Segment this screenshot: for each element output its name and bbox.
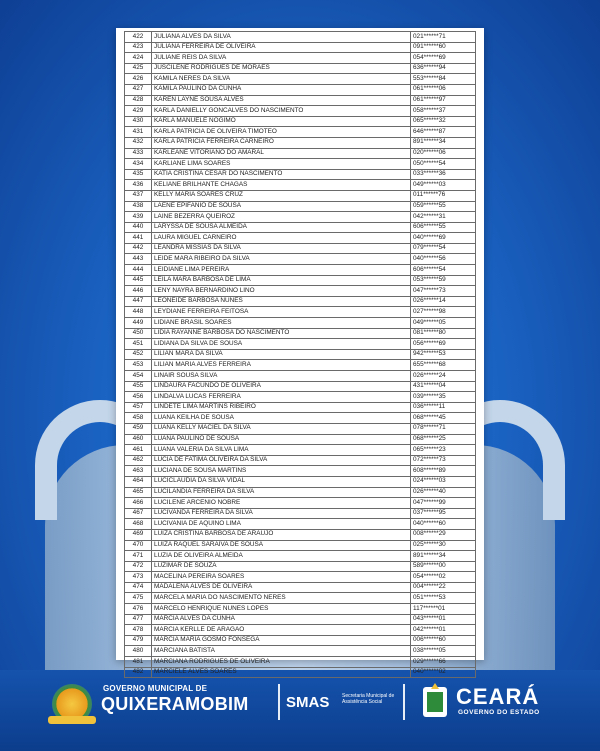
table-row (125, 169, 476, 180)
table-row (125, 572, 476, 583)
table-row (125, 254, 476, 265)
beneficiary-name: LIDIA RAYANNE BARBOSA DO NASCIMENTO (152, 328, 411, 339)
row-number: 446 (125, 286, 152, 297)
table-row (125, 498, 476, 509)
table-row (125, 625, 476, 636)
row-number: 436 (125, 180, 152, 191)
footer-divider (278, 684, 280, 720)
row-number: 482 (125, 667, 152, 678)
beneficiary-name: LEILA MARA BARBOSA DE LIMA (152, 275, 411, 286)
beneficiary-name: KARLEANE VITORIANO DO AMARAL (152, 148, 411, 159)
table-row (125, 148, 476, 159)
row-number: 432 (125, 137, 152, 148)
beneficiary-cpf: 036******11 (411, 402, 476, 413)
beneficiary-cpf: 047******73 (411, 286, 476, 297)
gov-name: QUIXERAMOBIM (101, 694, 249, 714)
beneficiary-name: LENY NAYRA BERNARDINO LINO (152, 286, 411, 297)
beneficiary-cpf: 037******95 (411, 508, 476, 519)
row-number: 425 (125, 63, 152, 74)
beneficiary-name: MADALENA ALVES DE OLIVEIRA (152, 582, 411, 593)
beneficiary-name: LUANA PAULINO DE SOUSA (152, 434, 411, 445)
table-row (125, 371, 476, 382)
row-number: 462 (125, 455, 152, 466)
beneficiary-name: KARLA MANUELE NOGIMO (152, 116, 411, 127)
beneficiary-cpf: 589******00 (411, 561, 476, 572)
table-row (125, 74, 476, 85)
footer-divider-2 (403, 684, 405, 720)
table-row (125, 476, 476, 487)
beneficiary-name: LUCIANA DE SOUSA MARTINS (152, 466, 411, 477)
beneficiary-cpf: 021******71 (411, 32, 476, 43)
table-row (125, 413, 476, 424)
table-row (125, 487, 476, 498)
table-row (125, 466, 476, 477)
beneficiary-cpf: 004******22 (411, 582, 476, 593)
beneficiary-cpf: 054******02 (411, 572, 476, 583)
beneficiary-name: MARCIA MARIA GOSMO FONSEGA (152, 635, 411, 646)
beneficiary-cpf: 040******60 (411, 519, 476, 530)
table-row (125, 42, 476, 53)
beneficiary-name: JUSCILENE RODRIGUES DE MORAES (152, 63, 411, 74)
beneficiary-cpf: 040******69 (411, 233, 476, 244)
beneficiary-cpf: 646******87 (411, 127, 476, 138)
beneficiary-cpf: 020******06 (411, 148, 476, 159)
beneficiary-cpf: 942******53 (411, 349, 476, 360)
table-row (125, 381, 476, 392)
beneficiary-cpf: 040******02 (411, 667, 476, 678)
beneficiary-cpf: 065******32 (411, 116, 476, 127)
beneficiary-cpf: 059******55 (411, 201, 476, 212)
row-number: 445 (125, 275, 152, 286)
table-row (125, 519, 476, 530)
row-number: 422 (125, 32, 152, 43)
beneficiary-name: LUCILANDIA FERREIRA DA SILVA (152, 487, 411, 498)
table-row (125, 646, 476, 657)
beneficiary-table (124, 31, 476, 678)
beneficiary-name: MARCELO HENRIQUE NUNES LOPES (152, 604, 411, 615)
smas-subtitle: Secretaria Municipal de Assistência Social (342, 693, 395, 705)
beneficiary-cpf: 056******69 (411, 339, 476, 350)
beneficiary-name: KARLA PATRICIA FERREIRA CARNEIRO (152, 137, 411, 148)
beneficiary-cpf: 026******24 (411, 371, 476, 382)
table-row (125, 561, 476, 572)
coat-of-arms-ribbon (48, 716, 96, 724)
table-row (125, 296, 476, 307)
beneficiary-name: LINAIR SOUSA SILVA (152, 371, 411, 382)
smas-logo: SMAS (286, 694, 330, 711)
beneficiary-cpf: 049******03 (411, 180, 476, 191)
row-number: 431 (125, 127, 152, 138)
row-number: 477 (125, 614, 152, 625)
beneficiary-name: JULIANE REIS DA SILVA (152, 53, 411, 64)
table-row (125, 159, 476, 170)
beneficiary-cpf: 008******29 (411, 529, 476, 540)
table-row (125, 582, 476, 593)
beneficiary-cpf: 078******71 (411, 423, 476, 434)
beneficiary-name: LINDAURA FACUNDO DE OLIVEIRA (152, 381, 411, 392)
beneficiary-name: LEANDRA MISSIAS DA SILVA (152, 243, 411, 254)
beneficiary-cpf: 608******89 (411, 466, 476, 477)
beneficiary-name: LUANA KEILHA DE SOUSA (152, 413, 411, 424)
row-number: 428 (125, 95, 152, 106)
table-row (125, 116, 476, 127)
row-number: 427 (125, 84, 152, 95)
beneficiary-cpf: 606******54 (411, 265, 476, 276)
beneficiary-name: KELIANE BRILHANTE CHAGAS (152, 180, 411, 191)
beneficiary-name: KARLA DANIELLY GONCALVES DO NASCIMENTO (152, 106, 411, 117)
beneficiary-cpf: 029******66 (411, 657, 476, 668)
beneficiary-cpf: 051******53 (411, 593, 476, 604)
beneficiary-name: LEIDIANE LIMA PEREIRA (152, 265, 411, 276)
table-row (125, 540, 476, 551)
beneficiary-cpf: 011******76 (411, 190, 476, 201)
beneficiary-name: LEONEIDE BARBOSA NUNES (152, 296, 411, 307)
beneficiary-name: LINDETE LIMA MARTINS RIBEIRO (152, 402, 411, 413)
row-number: 444 (125, 265, 152, 276)
row-number: 448 (125, 307, 152, 318)
table-row (125, 243, 476, 254)
beneficiary-name: LUANA VALERIA DA SILVA LIMA (152, 445, 411, 456)
table-row (125, 233, 476, 244)
beneficiary-cpf: 606******55 (411, 222, 476, 233)
table-row (125, 434, 476, 445)
beneficiary-name: JULIANA ALVES DA SILVA (152, 32, 411, 43)
beneficiary-name: KARLA PATRICIA DE OLIVEIRA TIMOTEO (152, 127, 411, 138)
table-row (125, 190, 476, 201)
row-number: 470 (125, 540, 152, 551)
beneficiary-cpf: 024******03 (411, 476, 476, 487)
table-row (125, 180, 476, 191)
beneficiary-name: KARLIANE LIMA SOARES (152, 159, 411, 170)
row-number: 443 (125, 254, 152, 265)
beneficiary-name: LIDIANA DA SILVA DE SOUSA (152, 339, 411, 350)
beneficiary-name: LUZIMAR DE SOUZA (152, 561, 411, 572)
row-number: 466 (125, 498, 152, 509)
row-number: 429 (125, 106, 152, 117)
table-row (125, 349, 476, 360)
beneficiary-name: LUZIA DE OLIVEIRA ALMEIDA (152, 551, 411, 562)
table-row (125, 593, 476, 604)
row-number: 426 (125, 74, 152, 85)
beneficiary-cpf: 025******30 (411, 540, 476, 551)
beneficiary-cpf: 038******05 (411, 646, 476, 657)
table-row (125, 318, 476, 329)
beneficiary-name: MACELINA PEREIRA SOARES (152, 572, 411, 583)
beneficiary-name: LUCIVANDA FERREIRA DA SILVA (152, 508, 411, 519)
beneficiary-cpf: 091******60 (411, 42, 476, 53)
beneficiary-name: LUIZA CRISTINA BARBOSA DE ARAUJO (152, 529, 411, 540)
row-number: 472 (125, 561, 152, 572)
beneficiary-cpf: 072******73 (411, 455, 476, 466)
beneficiary-cpf: 033******36 (411, 169, 476, 180)
beneficiary-name: LILIAN MARIA ALVES FERREIRA (152, 360, 411, 371)
beneficiary-cpf: 081******80 (411, 328, 476, 339)
beneficiary-name: MARCIA KERLLE DE ARAGAO (152, 625, 411, 636)
row-number: 476 (125, 604, 152, 615)
beneficiary-name: LUANA KELLY MACIEL DA SILVA (152, 423, 411, 434)
beneficiary-cpf: 655******68 (411, 360, 476, 371)
row-number: 481 (125, 657, 152, 668)
beneficiary-name: KAMILA NERES DA SILVA (152, 74, 411, 85)
table-row (125, 392, 476, 403)
row-number: 430 (125, 116, 152, 127)
beneficiary-cpf: 079******54 (411, 243, 476, 254)
table-row (125, 339, 476, 350)
beneficiary-cpf: 065******23 (411, 445, 476, 456)
table-row (125, 508, 476, 519)
row-number: 437 (125, 190, 152, 201)
beneficiary-cpf: 047******99 (411, 498, 476, 509)
beneficiary-name: JULIANA FERREIRA DE OLIVEIRA (152, 42, 411, 53)
row-number: 468 (125, 519, 152, 530)
row-number: 460 (125, 434, 152, 445)
beneficiary-cpf: 043******01 (411, 614, 476, 625)
beneficiary-name: MARCIA ALVES DA CUNHA (152, 614, 411, 625)
table-row (125, 127, 476, 138)
table-row (125, 84, 476, 95)
table-row (125, 32, 476, 43)
row-number: 449 (125, 318, 152, 329)
ceara-emblem-icon (420, 682, 450, 720)
beneficiary-name: LUCIA DE FATIMA OLIVEIRA DA SILVA (152, 455, 411, 466)
beneficiary-cpf: 054******69 (411, 53, 476, 64)
row-number: 441 (125, 233, 152, 244)
table-row (125, 201, 476, 212)
beneficiary-cpf: 049******05 (411, 318, 476, 329)
table-row (125, 222, 476, 233)
table-row (125, 614, 476, 625)
beneficiary-name: LUCIVANIA DE AQUINO LIMA (152, 519, 411, 530)
row-number: 478 (125, 625, 152, 636)
table-row (125, 137, 476, 148)
table-row (125, 604, 476, 615)
beneficiary-cpf: 891******34 (411, 137, 476, 148)
gov-label: GOVERNO MUNICIPAL DE (103, 684, 208, 693)
table-row (125, 529, 476, 540)
table-row (125, 95, 476, 106)
table-row (125, 63, 476, 74)
row-number: 473 (125, 572, 152, 583)
row-number: 439 (125, 212, 152, 223)
beneficiary-cpf: 636******94 (411, 63, 476, 74)
beneficiary-name: LUCICLAUDIA DA SILVA VIDAL (152, 476, 411, 487)
table-row (125, 106, 476, 117)
row-number: 464 (125, 476, 152, 487)
beneficiary-name: LIDIANE BRASIL SOARES (152, 318, 411, 329)
beneficiary-cpf: 050******54 (411, 159, 476, 170)
row-number: 438 (125, 201, 152, 212)
row-number: 433 (125, 148, 152, 159)
beneficiary-cpf: 027******98 (411, 307, 476, 318)
beneficiary-name: KAREN LAYNE SOUSA ALVES (152, 95, 411, 106)
beneficiary-cpf: 042******31 (411, 212, 476, 223)
beneficiary-name: LARYSSA DE SOUSA ALMEIDA (152, 222, 411, 233)
beneficiary-name: LAINE BEZERRA QUEIROZ (152, 212, 411, 223)
table-row (125, 53, 476, 64)
table-row (125, 265, 476, 276)
beneficiary-name: LAURA MIGUEL CARNEIRO (152, 233, 411, 244)
beneficiary-name: LUIZA RAQUEL SARAIVA DE SOUSA (152, 540, 411, 551)
row-number: 474 (125, 582, 152, 593)
beneficiary-cpf: 026******40 (411, 487, 476, 498)
table-row (125, 657, 476, 668)
row-number: 459 (125, 423, 152, 434)
beneficiary-cpf: 026******14 (411, 296, 476, 307)
row-number: 467 (125, 508, 152, 519)
beneficiary-cpf: 061******06 (411, 84, 476, 95)
beneficiary-name: MARCIANA BATISTA (152, 646, 411, 657)
beneficiary-cpf: 431******04 (411, 381, 476, 392)
table-row (125, 455, 476, 466)
row-number: 450 (125, 328, 152, 339)
row-number: 475 (125, 593, 152, 604)
ceara-subtitle: GOVERNO DO ESTADO (458, 709, 540, 716)
table-row (125, 212, 476, 223)
beneficiary-list-sheet (116, 28, 484, 676)
beneficiary-cpf: 068******45 (411, 413, 476, 424)
row-number: 471 (125, 551, 152, 562)
row-number: 424 (125, 53, 152, 64)
row-number: 453 (125, 360, 152, 371)
beneficiary-cpf: 042******01 (411, 625, 476, 636)
beneficiary-cpf: 891******34 (411, 551, 476, 562)
beneficiary-name: MARCIELE ALVES SOARES (152, 667, 411, 678)
beneficiary-cpf: 553******84 (411, 74, 476, 85)
table-row (125, 286, 476, 297)
row-number: 454 (125, 371, 152, 382)
beneficiary-cpf: 117******01 (411, 604, 476, 615)
beneficiary-cpf: 061******97 (411, 95, 476, 106)
row-number: 452 (125, 349, 152, 360)
beneficiary-name: LAENE EPIFANIO DE SOUSA (152, 201, 411, 212)
table-row (125, 402, 476, 413)
row-number: 451 (125, 339, 152, 350)
row-number: 442 (125, 243, 152, 254)
row-number: 434 (125, 159, 152, 170)
row-number: 458 (125, 413, 152, 424)
beneficiary-name: MARCELA MARIA DO NASCIMENTO NERES (152, 593, 411, 604)
row-number: 435 (125, 169, 152, 180)
table-row (125, 307, 476, 318)
row-number: 479 (125, 635, 152, 646)
table-row (125, 423, 476, 434)
table-row (125, 551, 476, 562)
beneficiary-cpf: 058******37 (411, 106, 476, 117)
table-row (125, 328, 476, 339)
row-number: 480 (125, 646, 152, 657)
table-row (125, 445, 476, 456)
row-number: 447 (125, 296, 152, 307)
row-number: 465 (125, 487, 152, 498)
beneficiary-cpf: 053******59 (411, 275, 476, 286)
beneficiary-name: LEIDE MARA RIBEIRO DA SILVA (152, 254, 411, 265)
beneficiary-name: LUCILENE ARCENIO NOBRE (152, 498, 411, 509)
row-number: 440 (125, 222, 152, 233)
beneficiary-name: KAMILA PAULINO DA CUNHA (152, 84, 411, 95)
beneficiary-name: KELLY MARIA SOARES CRUZ (152, 190, 411, 201)
beneficiary-name: LILIAN MARA DA SILVA (152, 349, 411, 360)
beneficiary-name: KATIA CRISTINA CESAR DO NASCIMENTO (152, 169, 411, 180)
row-number: 423 (125, 42, 152, 53)
ceara-name: CEARÁ (456, 684, 540, 709)
row-number: 461 (125, 445, 152, 456)
row-number: 463 (125, 466, 152, 477)
beneficiary-name: LEYDIANE FERREIRA FEITOSA (152, 307, 411, 318)
row-number: 455 (125, 381, 152, 392)
row-number: 457 (125, 402, 152, 413)
beneficiary-cpf: 068******25 (411, 434, 476, 445)
beneficiary-name: LINDALVA LUCAS FERREIRA (152, 392, 411, 403)
beneficiary-name: MARCIANA RODRIGUES DE OLIVEIRA (152, 657, 411, 668)
beneficiary-cpf: 006******60 (411, 635, 476, 646)
row-number: 469 (125, 529, 152, 540)
table-row (125, 275, 476, 286)
beneficiary-cpf: 040******56 (411, 254, 476, 265)
beneficiary-cpf: 039******35 (411, 392, 476, 403)
row-number: 456 (125, 392, 152, 403)
table-row (125, 360, 476, 371)
table-row (125, 635, 476, 646)
